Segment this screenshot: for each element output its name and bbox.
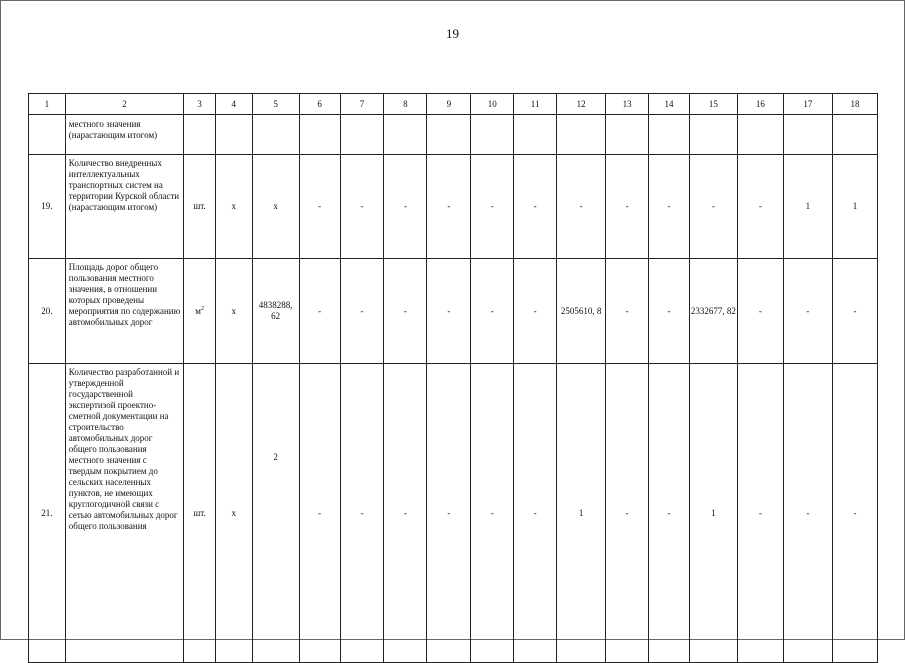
value-cell: - [649, 259, 690, 364]
empty-cell [252, 115, 299, 155]
empty-cell [299, 115, 340, 155]
value-cell: - [384, 364, 427, 663]
value-cell: - [340, 259, 384, 364]
unit-superscript: 2 [200, 305, 204, 312]
value-cell: - [606, 155, 649, 259]
empty-cell [384, 115, 427, 155]
indicator-name: местного значения (нарастающим итогом) [65, 115, 184, 155]
value-cell: 1 [689, 364, 737, 663]
value-cell: - [606, 364, 649, 663]
unit-base: м [195, 305, 201, 316]
value-cell: - [737, 364, 783, 663]
empty-cell [737, 115, 783, 155]
row-number: 20. [29, 259, 66, 364]
value-cell: - [427, 259, 471, 364]
empty-cell [340, 115, 384, 155]
value-cell: - [514, 364, 557, 663]
header-cell: 6 [299, 94, 340, 115]
value-cell: - [471, 259, 514, 364]
unit-cell [184, 259, 216, 364]
value-cell: - [783, 364, 832, 663]
value-cell: - [649, 364, 690, 663]
unit-cell: шт. [184, 155, 216, 259]
header-cell: 11 [514, 94, 557, 115]
value-cell: - [384, 259, 427, 364]
header-cell: 9 [427, 94, 471, 115]
header-cell: 10 [471, 94, 514, 115]
empty-cell [689, 115, 737, 155]
value-cell: - [514, 259, 557, 364]
value-cell: х [215, 259, 252, 364]
empty-cell [471, 115, 514, 155]
value-cell: - [384, 155, 427, 259]
header-cell: 16 [737, 94, 783, 115]
value-cell: 1 [783, 155, 832, 259]
row-number: 19. [29, 155, 66, 259]
value-cell: - [737, 155, 783, 259]
header-cell: 15 [689, 94, 737, 115]
page-number: 19 [446, 26, 459, 41]
value-cell: - [689, 155, 737, 259]
empty-cell [184, 115, 216, 155]
header-cell: 8 [384, 94, 427, 115]
unit-cell: шт. [184, 364, 216, 663]
value-cell: - [471, 364, 514, 663]
header-cell: 5 [252, 94, 299, 115]
value-cell: - [514, 155, 557, 259]
empty-cell [649, 115, 690, 155]
header-row [29, 94, 878, 115]
table-row [29, 259, 878, 364]
table-row [29, 364, 878, 663]
value-cell: - [649, 155, 690, 259]
value-cell: - [427, 155, 471, 259]
value-cell: 1 [832, 155, 877, 259]
data-table [28, 93, 878, 663]
value-cell: х [215, 364, 252, 663]
value-cell: 1 [557, 364, 606, 663]
value-cell: - [340, 364, 384, 663]
value-cell: х [252, 155, 299, 259]
indicator-name: Количество разработанной и утвержденной государственной экспертизой проектно-сметной документации на строительство автомобильных дорог общего пользования местного значения с твердым покрытием до сельских населенных пунктов, не имеющих круглогодичной связи с сетью автомобильных дорог общего пользования [65, 364, 184, 663]
empty-cell [606, 115, 649, 155]
value-cell: х [215, 155, 252, 259]
value-cell: 4838288, 62 [252, 259, 299, 364]
empty-cell [557, 115, 606, 155]
header-cell: 3 [184, 94, 216, 115]
value-cell: - [557, 155, 606, 259]
header-cell: 4 [215, 94, 252, 115]
empty-cell [29, 115, 66, 155]
empty-cell [427, 115, 471, 155]
value-cell: - [737, 259, 783, 364]
value-cell: - [606, 259, 649, 364]
value-cell: - [299, 364, 340, 663]
empty-cell [215, 115, 252, 155]
empty-cell [832, 115, 877, 155]
indicator-name: Количество внедренных интеллектуальных транспортных систем на территории Курской области (нарастающим итогом) [65, 155, 184, 259]
value-cell: - [299, 259, 340, 364]
header-cell: 13 [606, 94, 649, 115]
table-row [29, 155, 878, 259]
value-cell: 2332677, 82 [689, 259, 737, 364]
value-cell: 2 [252, 364, 299, 663]
continuation-row [29, 115, 878, 155]
empty-cell [514, 115, 557, 155]
header-cell: 17 [783, 94, 832, 115]
empty-cell [783, 115, 832, 155]
header-cell: 12 [557, 94, 606, 115]
indicator-name: Площадь дорог общего пользования местного значения, в отношении которых проведены мероприятия по содержанию автомобильных дорог [65, 259, 184, 364]
header-cell: 18 [832, 94, 877, 115]
header-cell: 7 [340, 94, 384, 115]
value-cell: - [783, 259, 832, 364]
row-number: 21. [29, 364, 66, 663]
header-cell: 1 [29, 94, 66, 115]
value-cell: 2505610, 8 [557, 259, 606, 364]
value-cell: - [299, 155, 340, 259]
value-cell: - [471, 155, 514, 259]
value-cell: - [427, 364, 471, 663]
header-cell: 14 [649, 94, 690, 115]
value-cell: - [340, 155, 384, 259]
header-cell: 2 [65, 94, 184, 115]
value-cell: - [832, 259, 877, 364]
value-cell: - [832, 364, 877, 663]
